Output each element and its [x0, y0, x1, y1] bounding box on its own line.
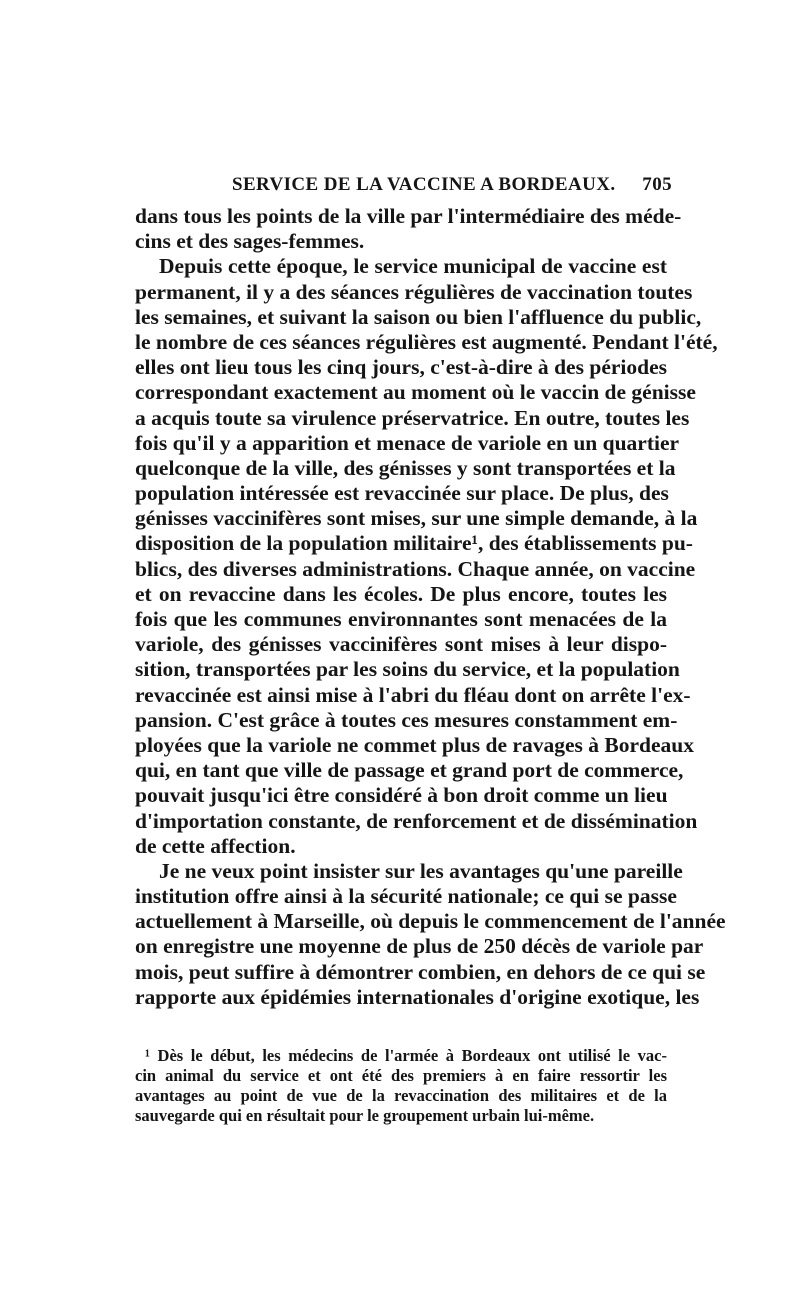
footnote-line: avantages au point de vue de la revaccination des militaires et de la	[135, 1086, 667, 1105]
text-line: variole, des génisses vaccinifères sont mises à leur dispo-	[135, 632, 667, 657]
text-line: les semaines, et suivant la saison ou bien l'affluence du public,	[135, 304, 702, 329]
text-line: mois, peut suffire à démontrer combien, en dehors de ce qui se	[135, 959, 706, 984]
text-line: dans tous les points de la ville par l'intermédiaire des méde-	[135, 204, 682, 228]
text-line: fois que les communes environnantes sont menacées de la	[135, 607, 667, 631]
running-title: SERVICE DE LA VACCINE A BORDEAUX.	[232, 174, 616, 195]
text-line: institution offre ainsi à la sécurité nationale; ce qui se passe	[135, 884, 677, 909]
footnote-line: ¹ Dès le début, les médecins de l'armée à Bordeaux ont utilisé le vac-	[145, 1046, 667, 1065]
text-line: le nombre de ces séances régulières est augmenté. Pendant l'été,	[135, 329, 718, 354]
text-line: disposition de la population militaire¹, des établissements pu-	[135, 531, 693, 556]
page-number: 705	[642, 174, 672, 195]
text-line: blics, des diverses administrations. Chaque année, on vaccine	[135, 556, 696, 581]
text-line: Depuis cette époque, le service municipal de vaccine est	[159, 254, 667, 279]
text-line: cins et des sages-femmes.	[135, 229, 365, 254]
text-line: elles ont lieu tous les cinq jours, c'est-à-dire à des périodes	[135, 355, 667, 380]
text-line: on enregistre une moyenne de plus de 250 décès de variole par	[135, 934, 704, 959]
text-line: et on revaccine dans les écoles. De plus encore, toutes les	[135, 581, 667, 606]
text-line: de cette affection.	[135, 833, 296, 858]
text-line: pouvait jusqu'ici être considéré à bon droit comme un lieu	[135, 783, 668, 808]
text-line: ployées que la variole ne commet plus de ravages à Bordeaux	[135, 732, 694, 757]
text-line: actuellement à Marseille, où depuis le commencement de l'année	[135, 909, 726, 934]
text-line: correspondant exactement au moment où le vaccin de génisse	[135, 380, 696, 405]
text-line: d'importation constante, de renforcement et de dissémination	[135, 808, 698, 833]
footnote-line: cin animal du service et ont été des premiers à en faire ressortir les	[135, 1066, 667, 1085]
text-line: fois qu'il y a apparition et menace de variole en un quartier	[135, 430, 680, 455]
text-line: sition, transportées par les soins du service, et la population	[135, 657, 680, 682]
text-line: rapporte aux épidémies internationales d'origine exotique, les	[135, 984, 700, 1009]
page-header	[232, 174, 672, 200]
text-line: pansion. C'est grâce à toutes ces mesures constamment em-	[135, 707, 678, 732]
body-text	[135, 204, 726, 1010]
text-line: quelconque de la ville, des génisses y sont transportées et la	[135, 455, 676, 480]
text-line: qui, en tant que ville de passage et grand port de commerce,	[135, 758, 684, 783]
text-line: revaccinée est ainsi mise à l'abri du fléau dont on arrête l'ex-	[135, 682, 691, 707]
footnote-line: sauvegarde qui en résultait pour le groupement urbain lui-même.	[135, 1106, 595, 1125]
text-line: permanent, il y a des séances régulières de vaccination toutes	[135, 279, 693, 304]
footnote	[135, 1046, 667, 1126]
text-line: Je ne veux point insister sur les avantages qu'une pareille	[159, 858, 683, 883]
text-line: a acquis toute sa virulence préservatrice. En outre, toutes les	[135, 405, 690, 430]
text-line: population intéressée est revaccinée sur place. De plus, des	[135, 481, 669, 506]
text-line: génisses vaccinifères sont mises, sur une simple demande, à la	[135, 506, 698, 531]
